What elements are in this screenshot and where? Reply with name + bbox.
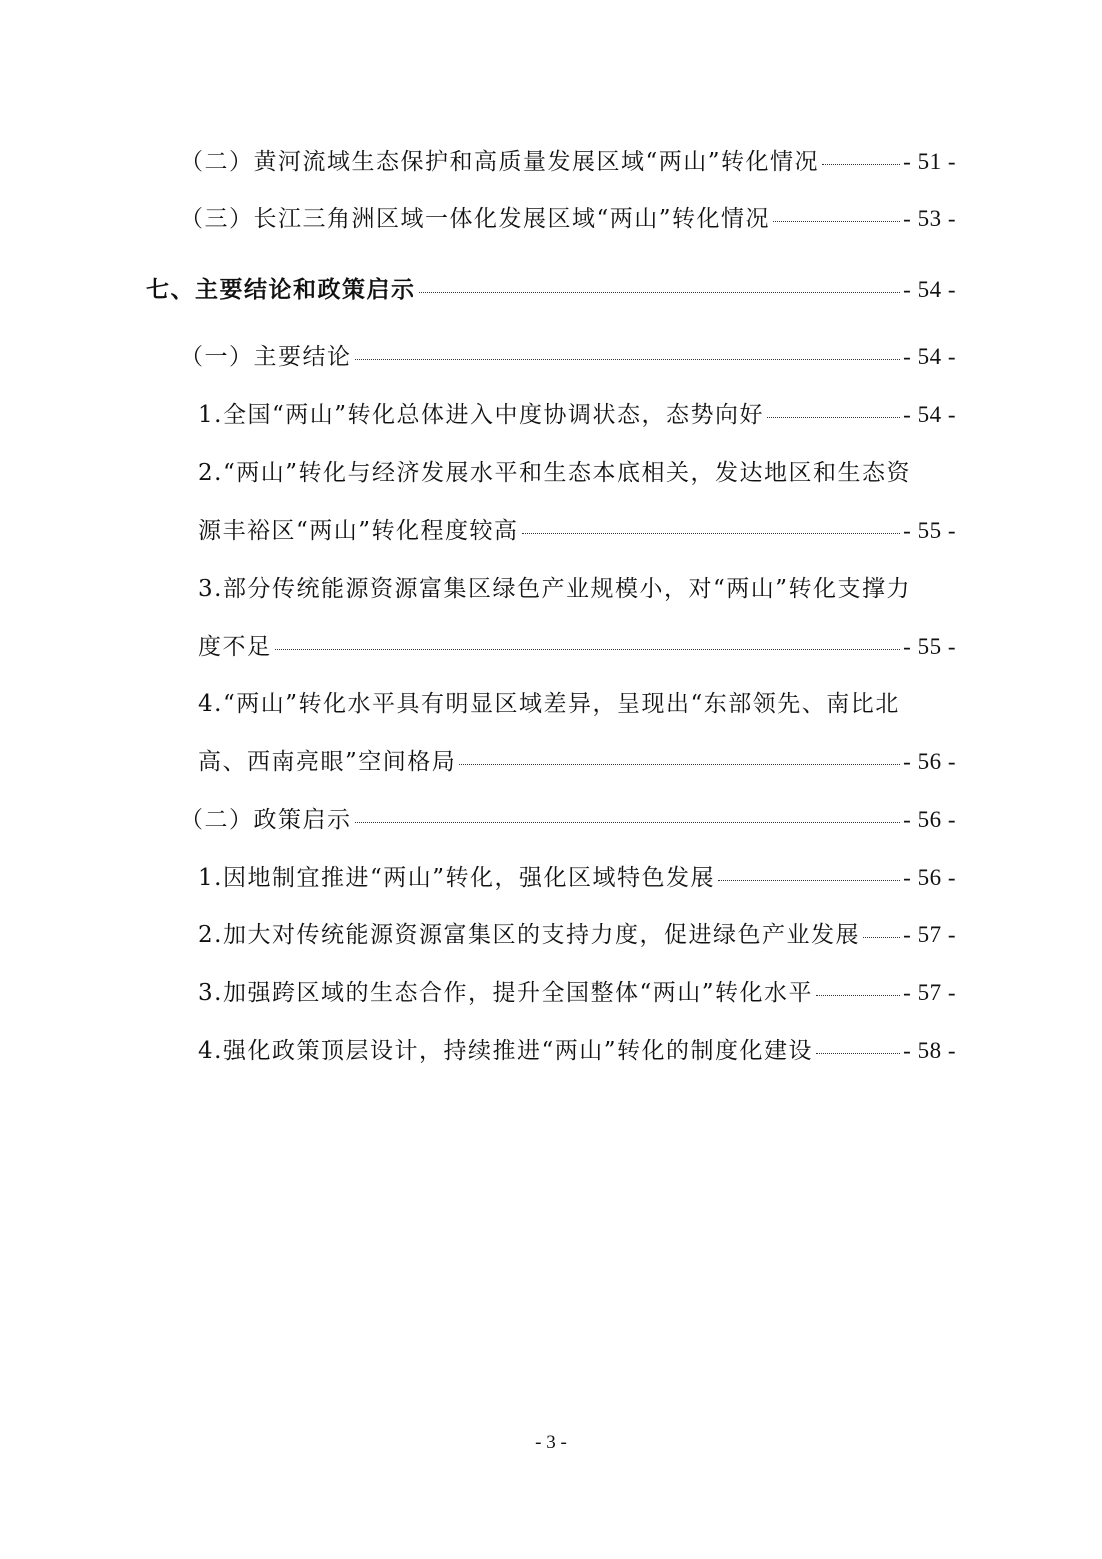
dot-leader [816,1053,900,1054]
toc-entry-page: - 54 - [903,402,956,427]
dot-leader [767,417,900,418]
toc-entry-line1[interactable] [198,569,956,609]
toc-entry[interactable] [198,1031,956,1071]
toc-entry-title: 1.全国“两山”转化总体进入中度协调状态，态势向好 [198,402,764,428]
dot-leader [355,359,901,360]
toc-entry[interactable] [198,973,956,1013]
toc-entry-title: 源丰裕区“两山”转化程度较高 [198,518,519,544]
toc-entry-page: - 55 - [903,634,956,659]
dot-leader [522,533,901,534]
toc-entry-title: 1.因地制宜推进“两山”转化，强化区域特色发展 [198,865,715,891]
dot-leader [718,880,900,881]
toc-entry-page: - 57 - [903,922,956,947]
toc-entry-page: - 56 - [903,807,956,832]
toc-entry[interactable] [198,858,956,898]
dot-leader [816,995,900,996]
toc-entry-line2[interactable] [198,742,956,782]
toc-entry-title: 度不足 [198,634,272,660]
toc-entry-page: - 51 - [903,149,956,174]
toc-entry-line1[interactable] [198,684,956,724]
toc-entry-page: - 58 - [903,1038,956,1063]
toc-entry[interactable] [180,800,956,840]
toc-entry-title: 3.部分传统能源资源富集区绿色产业规模小，对“两山”转化支撑力 [198,576,911,602]
dot-leader [419,292,901,293]
toc-entry-title: 七、主要结论和政策启示 [146,277,416,303]
toc-entry-line2[interactable] [198,511,956,551]
dot-leader [459,764,900,765]
toc-entry[interactable] [180,337,956,377]
toc-entry-title: 3.加强跨区域的生态合作，提升全国整体“两山”转化水平 [198,980,813,1006]
toc-entry-title: 2.加大对传统能源资源富集区的支持力度，促进绿色产业发展 [198,922,860,948]
dot-leader [822,164,900,165]
toc-entry-title: （三）长江三角洲区域一体化发展区域“两山”转化情况 [180,206,771,232]
toc-entry-title: 2.“两山”转化与经济发展水平和生态本底相关，发达地区和生态资 [198,460,911,486]
toc-entry-page: - 54 - [903,344,956,369]
toc-entry-title: （二）黄河流域生态保护和高质量发展区域“两山”转化情况 [180,149,820,175]
toc-entry-page: - 56 - [903,749,956,774]
toc-entry-page: - 55 - [903,518,956,543]
toc-entry-page: - 53 - [903,206,956,231]
toc-entry[interactable] [198,395,956,435]
dot-leader [773,221,900,222]
toc-entry-page: - 56 - [903,865,956,890]
toc-entry[interactable] [198,915,956,955]
page-number-footer: - 3 - [535,1432,567,1453]
toc-entry-title: 4.“两山”转化水平具有明显区域差异，呈现出“东部领先、南比北 [198,691,900,717]
toc-entry-line2[interactable] [198,627,956,667]
toc-entry-title: （一）主要结论 [180,344,352,370]
toc-entry-title: 4.强化政策顶层设计，持续推进“两山”转化的制度化建设 [198,1038,813,1064]
toc-entry-title: 高、西南亮眼”空间格局 [198,749,457,775]
dot-leader [355,822,901,823]
toc-chapter-entry[interactable] [146,270,956,310]
toc-entry-page: - 57 - [903,980,956,1005]
dot-leader [275,649,901,650]
toc-entry[interactable] [180,199,956,239]
toc-entry-line1[interactable] [198,453,956,493]
dot-leader [863,937,900,938]
toc-entry-page: - 54 - [903,277,956,302]
toc-entry[interactable] [180,142,956,182]
toc-entry-title: （二）政策启示 [180,807,352,833]
